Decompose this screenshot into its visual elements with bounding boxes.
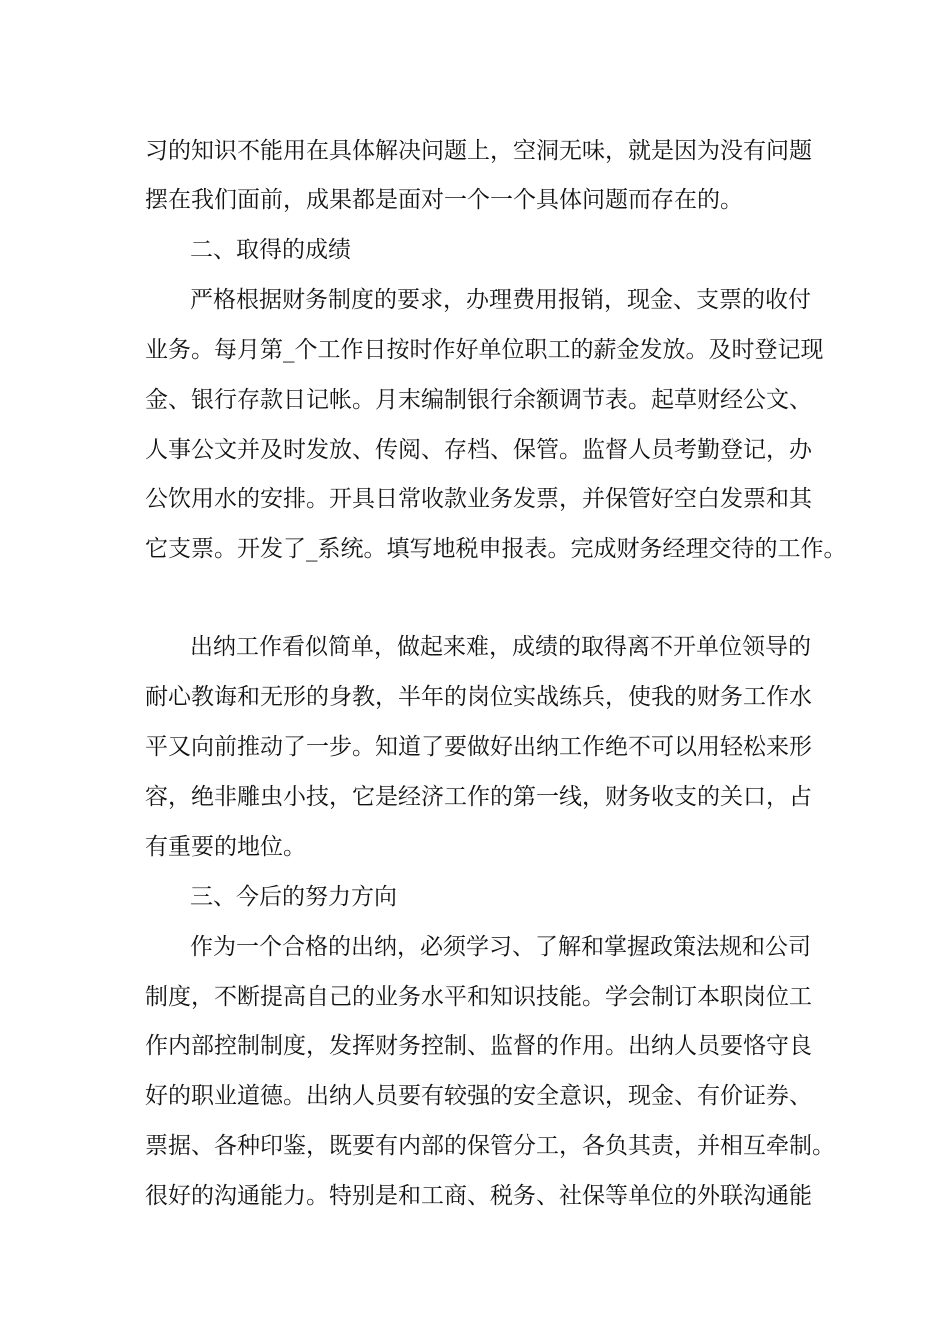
text-line: 制度，不断提高自己的业务水平和知识技能。学会制订本职岗位工 [145,984,812,1010]
text-line: 作为一个合格的出纳，必须学习、了解和掌握政策法规和公司 [190,934,811,960]
section-heading: 三、今后的努力方向 [190,884,397,910]
text-line: 好的职业道德。出纳人员要有较强的安全意识，现金、有价证券、 [145,1083,812,1109]
text-line: 严格根据财务制度的要求，办理费用报销，现金、支票的收付 [190,287,811,313]
text-line: 业务。每月第_个工作日按时作好单位职工的薪金发放。及时登记现 [145,337,824,363]
text-line: 耐心教诲和无形的身教，半年的岗位实战练兵，使我的财务工作水 [145,684,812,710]
text-line: 作内部控制制度，发挥财务控制、监督的作用。出纳人员要恪守良 [145,1033,812,1059]
text-line: 平又向前推动了一步。知道了要做好出纳工作绝不可以用轻松来形 [145,734,812,760]
text-line: 有重要的地位。 [145,834,306,860]
text-line: 很好的沟通能力。特别是和工商、税务、社保等单位的外联沟通能 [145,1183,812,1209]
text-line: 金、银行存款日记帐。月末编制银行余额调节表。起草财经公文、 [145,387,812,413]
text-line: 习的知识不能用在具体解决问题上，空洞无味，就是因为没有问题 [145,138,812,164]
text-line: 它支票。开发了_系统。填写地税申报表。完成财务经理交待的工作。 [145,536,847,562]
section-heading: 二、取得的成绩 [190,237,351,263]
text-line: 容，绝非雕虫小技，它是经济工作的第一线，财务收支的关口，占 [145,784,812,810]
text-line: 票据、各种印鉴，既要有内部的保管分工，各负其责，并相互牵制。 [145,1133,835,1159]
text-line: 摆在我们面前，成果都是面对一个一个具体问题而存在的。 [145,187,743,213]
text-line: 人事公文并及时发放、传阅、存档、保管。监督人员考勤登记，办 [145,437,812,463]
text-line: 出纳工作看似简单，做起来难，成绩的取得离不开单位领导的 [190,634,811,660]
text-line: 公饮用水的安排。开具日常收款业务发票，并保管好空白发票和其 [145,486,812,512]
